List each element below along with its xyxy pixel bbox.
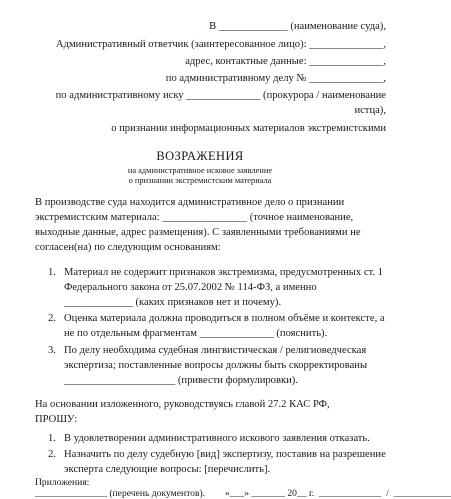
request-number: 1. <box>48 433 56 444</box>
request-number: 2. <box>48 449 56 460</box>
address-line: адрес, контактные данные: ______________, <box>185 56 386 67</box>
ground-number: 3. <box>48 345 56 356</box>
ground-number: 1. <box>48 267 56 278</box>
ground-text-line: экспертиза; поставленные вопросы должны быть скорректированы <box>64 360 368 371</box>
attachments-label: Приложения: <box>35 477 90 488</box>
attachments-line: _______________ (перечень документов). <box>35 488 206 499</box>
ground-number: 2. <box>48 313 56 324</box>
document-subtitle-1: на административное исковое заявление <box>127 166 273 175</box>
subject-line: о признании информационных материалов экстремистскими <box>111 123 386 134</box>
ground-text-line: не по отдельным фрагментам ______________ (пояснить). <box>64 328 328 339</box>
ground-text-line: _____________ (каких признаков нет и почему). <box>64 297 282 308</box>
basis-line: На основании изложенного, руководствуясь главой 27.2 КАС РФ, <box>35 399 330 410</box>
ground-text-line: _____________________ (привести формулировки). <box>64 375 298 386</box>
case-number-line: по административному делу № ______________, <box>165 73 386 84</box>
document-title: ВОЗРАЖЕНИЯ <box>156 149 244 163</box>
document-subtitle-2: о признании экстремистским материала <box>128 176 272 185</box>
intro-line: выходные данные, адрес размещения). С заявленными требованиями не <box>35 227 361 238</box>
intro-line: экстремистским материала: ________________ (точное наименование, <box>35 212 354 223</box>
suit-line: по административному иску ______________ (прокурора / наименование <box>55 90 386 101</box>
request-text-line: эксперта следующие вопросы: [перечислить]. <box>64 464 271 475</box>
ground-text-line: По делу необходима судебная лингвистическая / религиоведческая <box>64 345 367 356</box>
intro-line: согласен(на) по следующим основаниям: <box>35 242 221 253</box>
request-text-line: В удовлетворении административного искового заявления отказать. <box>64 433 370 444</box>
ask-heading: ПРОШУ: <box>35 414 78 425</box>
ground-text-line: Федерального закона от 25.07.2002 № 114-ФЗ, а именно <box>64 282 317 293</box>
request-text-line: Назначить по делу судебную [вид] экспертизу, поставив на разрешение <box>64 449 386 460</box>
court-line: В _____________ (наименование суда), <box>209 21 386 32</box>
ground-text-line: Оценка материала должна проводиться в полном объёме и контексте, а <box>64 313 385 324</box>
plaintiff-line: истца), <box>354 105 386 116</box>
ground-text-line: Материал не содержит признаков экстремизма, предусмотренных ст. 1 <box>64 267 383 278</box>
defendant-line: Административный ответчик (заинтересованное лицо): ______________, <box>55 39 386 50</box>
intro-line: В производстве суда находится административное дело о признании <box>35 197 345 208</box>
date-signature-line: «___» _______ 20__ г. _____________ / ____________ <box>225 488 451 499</box>
